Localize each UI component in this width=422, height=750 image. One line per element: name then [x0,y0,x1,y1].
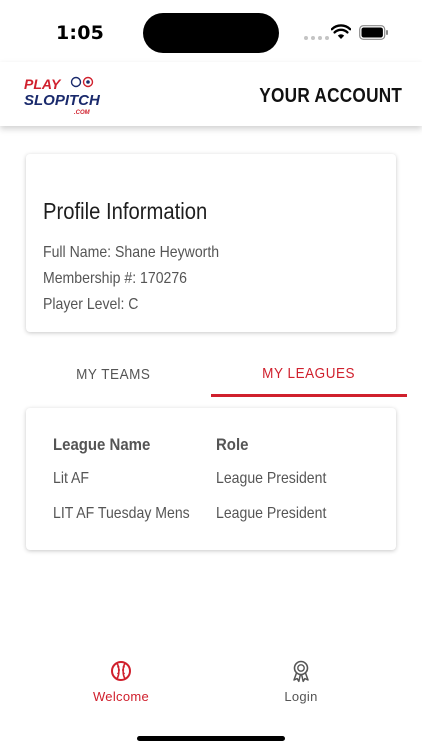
logo-line2: SLOPITCH [24,92,100,109]
account-tabs [15,352,408,397]
status-time: 1:05 [56,22,105,44]
league-role-cell: League President [216,505,327,522]
tab-my-teams[interactable] [15,352,211,397]
app-header [0,62,422,126]
status-bar [0,0,422,62]
logo-line1: PLAY [24,76,61,92]
leagues-card [26,408,396,550]
page-title: YOUR ACCOUNT [259,85,402,107]
league-role-cell: League President [216,470,327,487]
league-name-cell: LIT AF Tuesday Mens [53,505,190,522]
logo-line3: .COM [74,110,90,116]
cellular-signal-icon [304,36,329,40]
league-name-cell: Lit AF [53,470,89,487]
dynamic-island [143,13,279,53]
full-name: Full Name: Shane Heyworth [43,244,220,261]
home-indicator[interactable] [137,736,285,741]
profile-card [26,154,396,332]
tab-my-leagues[interactable] [211,352,407,397]
column-header-league-name: League Name [53,435,151,454]
bottom-nav [0,655,422,715]
battery-icon [359,25,389,40]
playslopitch-logo[interactable] [22,73,102,117]
baseball-icon [109,659,133,683]
tab-my-leagues-label: MY LEAGUES [262,364,356,382]
player-level: Player Level: C [43,296,139,313]
profile-heading: Profile Information [43,198,208,224]
column-header-role: Role [216,435,249,454]
nav-login-label: Login [284,689,318,704]
membership-number: Membership #: 170276 [43,270,188,287]
award-ribbon-icon [289,659,313,683]
nav-login[interactable] [241,655,361,704]
wifi-icon [331,24,351,40]
nav-welcome-label: Welcome [92,689,150,704]
nav-welcome[interactable] [61,655,181,704]
tab-my-teams-label: MY TEAMS [75,366,151,383]
